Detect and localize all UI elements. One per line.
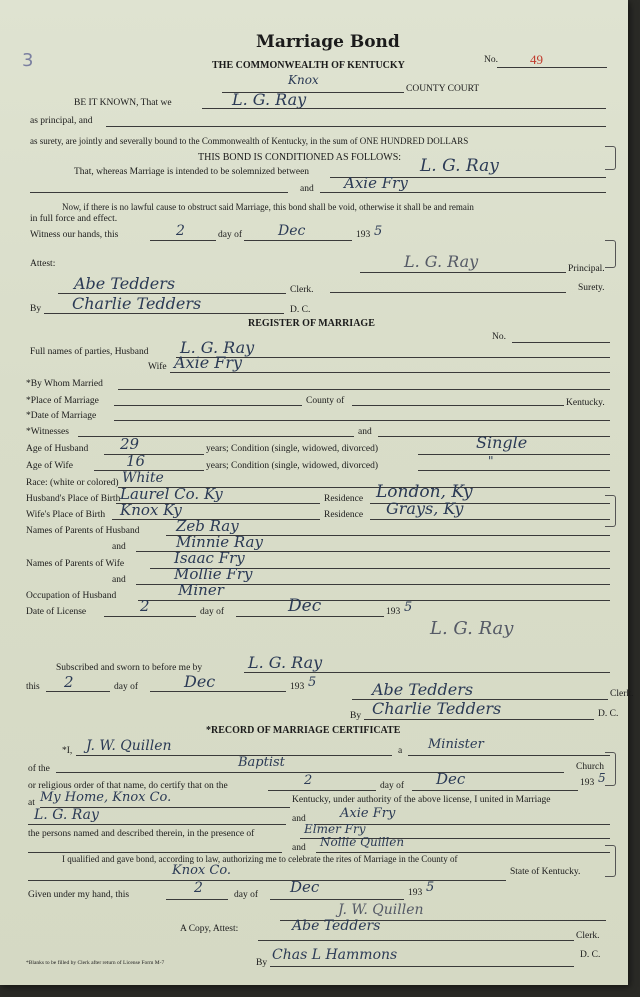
wife-birth: Knox Ky [120,501,182,519]
witness-day-line [150,240,216,241]
certificate-day-line [268,790,376,791]
wife-parents-and: and [112,575,126,585]
groom-name: L. G. Ray [34,807,99,823]
license-day: 2 [140,597,150,615]
husband-parents-and: and [112,542,126,552]
minister-title: Minister [428,737,484,752]
by-whom-line [118,389,610,390]
husband-mother: Minnie Ray [176,533,263,551]
sworn-month: Dec [184,672,216,691]
husband-birth-label: Husband's Place of Birth [26,494,121,504]
husband-father: Zeb Ray [176,517,239,535]
husband-parents-label: Names of Parents of Husband [26,526,140,536]
wife-residence: Grays, Ky [386,499,464,518]
witnesses-label: *Witnesses [26,427,69,437]
wife-name: Axie Fry [174,353,243,372]
bond-dc-label: D. C. [290,305,311,315]
certificate-clerk-signature: Abe Tedders [292,918,381,934]
occupation-line [138,600,610,601]
wife-residence-label: Residence [324,510,364,520]
by-whom-label: *By Whom Married [26,379,103,389]
place-label: *Place of Marriage [26,396,99,406]
license-day-of: day of [200,607,225,617]
sworn-day-of: day of [114,682,139,692]
wife-label: Wife [148,362,167,372]
sworn-day: 2 [64,673,74,691]
register-by-label: By [350,711,362,721]
bond-number-label: No. [484,55,498,65]
sworn-year-digit: 5 [308,675,317,690]
qualifying-county-line [28,880,506,881]
certificate-by-label: By [256,958,268,968]
bond-party-2: Axie Fry [344,174,408,192]
marriage-place: My Home, Knox Co. [40,790,172,805]
principal-name: L. G. Ray [232,90,307,109]
bond-dc-line [44,313,284,314]
authority-text: Kentucky, under authority of the above license, I united in Marriage [292,795,551,805]
witnesses-and-label: and [358,427,372,437]
witness-2-line [316,852,610,853]
binder-tab-1 [605,146,616,170]
surety-clause: as surety, are jointly and severally bound to the Commonwealth of Kentucky, in the sum of ONE HUNDRED DOLLARS [30,136,469,146]
be-it-known-text: BE IT KNOWN, That we [74,98,172,108]
wife-parents-label: Names of Parents of Wife [26,559,125,569]
certificate-year-digit: 5 [598,771,606,785]
sworn-by-line [244,672,610,673]
religious-order-text: or religious order of that name, do certify that on the [28,781,228,791]
date-of-marriage-label: *Date of Marriage [26,411,97,421]
race-value: White [122,470,164,486]
pencil-note: 3 [22,50,34,71]
county-of-line [352,405,564,406]
bond-dc-signature: Charlie Tedders [72,294,202,313]
binder-tab-4 [605,752,616,786]
license-month: Dec [288,596,322,616]
given-month: Dec [290,878,320,896]
witness-1: Elmer Fry [304,822,366,836]
principal-line [202,108,606,109]
given-month-line [270,899,404,900]
applicant-signature: L. G. Ray [430,618,514,639]
county-name: Knox [288,73,319,87]
presence-text: the persons named and described therein, in the presence of [28,829,255,839]
church-label: Church [576,762,604,772]
sworn-this-label: this [26,682,40,692]
witness-and-label: and [292,843,306,853]
sworn-day-line [46,691,110,692]
of-the-label: of the [28,764,50,774]
witness-text: Witness our hands, this [30,230,119,240]
date-of-marriage-line [114,420,610,421]
husband-residence-label: Residence [324,494,364,504]
copy-attest-label: A Copy, Attest: [180,924,239,934]
at-label: at [28,798,35,808]
wife-condition-line [418,470,610,471]
witness-day: 2 [176,223,185,239]
wife-birth-label: Wife's Place of Birth [26,510,106,520]
church-name: Baptist [238,755,285,770]
state-label: State of Kentucky. [510,867,581,877]
lawful-cause-text-1: Now, if there is no lawful cause to obstruct said Marriage, this bond shall be void, otherwise it shall be and remain [62,202,474,212]
lawful-cause-text-2: in full force and effect. [30,214,118,224]
binder-tab-3 [605,495,616,527]
certificate-a-label: a [398,746,403,756]
qualified-text: I qualified and gave bond, according to law, authorizing me to celebrate the rites of Marriage in the County of [62,854,458,864]
certificate-clerk-label: Clerk. [576,931,600,941]
bond-party-blank-line [30,192,288,193]
certificate-month: Dec [436,770,466,788]
place-line [114,405,302,406]
witness-month-line [244,240,352,241]
certificate-clerk-line [258,940,574,941]
surety-name-line [106,126,606,127]
occupation-value: Miner [178,581,224,599]
given-text: Given under my hand, this [28,890,130,900]
minister-signature: J. W. Quillen [338,902,424,918]
minister-name: J. W. Quillen [86,738,172,754]
witness-day-of: day of [218,230,243,240]
wife-condition: " [488,454,494,468]
witness-year-digit: 5 [374,224,383,239]
bond-number: 49 [530,52,543,67]
husband-age: 29 [120,435,140,453]
wife-age: 16 [126,452,146,470]
witness-2-line-left [28,852,282,853]
given-year-prefix: 193 [408,888,423,898]
register-dc-signature: Charlie Tedders [372,699,502,718]
principal-signature-line [360,272,566,273]
register-dc-line [364,719,594,720]
given-day: 2 [194,880,203,896]
minister-name-line [76,755,392,756]
register-clerk-label: Clerk. [610,689,634,699]
bond-party-1: L. G. Ray [420,156,499,176]
surety-label: Surety. [578,283,605,293]
qualifying-county: Knox Co. [172,863,232,878]
bond-condition-heading: THIS BOND IS CONDITIONED AS FOLLOWS: [198,152,402,163]
husband-condition-label: years; Condition (single, widowed, divorced) [206,444,379,454]
sworn-year-prefix: 193 [290,682,305,692]
binder-tab-5 [605,845,616,877]
certificate-month-line [412,790,578,791]
certificate-day-of: day of [380,781,405,791]
wife-age-label: Age of Wife [26,461,73,471]
register-heading: REGISTER OF MARRIAGE [248,318,375,329]
as-principal-text: as principal, and [30,116,93,126]
license-year-prefix: 193 [386,607,401,617]
occupation-label: Occupation of Husband [26,591,117,601]
register-dc-label: D. C. [598,709,619,719]
license-day-line [104,616,196,617]
husband-birth: Laurel Co. Ky [120,485,223,503]
wife-father: Isaac Fry [174,549,245,567]
witness-year-prefix: 193 [356,230,371,240]
bond-number-line [497,67,607,68]
given-day-line [166,899,228,900]
sworn-by-name: L. G. Ray [248,653,323,672]
sworn-month-line [150,691,286,692]
license-month-line [236,616,384,617]
husband-age-line [104,454,204,455]
principal-label: Principal. [568,264,605,274]
minister-title-line [408,755,610,756]
subscribed-text: Subscribed and sworn to before me by [56,663,203,673]
full-names-label: Full names of parties, Husband [30,347,149,357]
license-year-digit: 5 [404,600,413,615]
certificate-i-label: *I, [62,746,73,756]
bond-clerk-label: Clerk. [290,285,314,295]
certificate-day: 2 [304,773,313,788]
certificate-heading: *RECORD OF MARRIAGE CERTIFICATE [206,725,401,736]
bond-and-label: and [300,184,314,194]
certificate-year-prefix: 193 [580,778,595,788]
race-label: Race: (white or colored) [26,478,119,488]
register-no-line [512,342,610,343]
document-title: Marriage Bond [256,32,400,52]
witness-2: Nollie Quillen [320,835,405,849]
certificate-dc-signature: Chas L Hammons [272,947,398,963]
license-date-label: Date of License [26,607,87,617]
commonwealth-heading: THE COMMONWEALTH OF KENTUCKY [212,60,405,71]
given-day-of: day of [234,890,259,900]
county-court-label: COUNTY COURT [406,84,480,94]
register-no-label: No. [492,332,506,342]
groom-line [28,824,286,825]
wife-mother: Mollie Fry [174,565,253,583]
husband-condition-line [418,454,610,455]
husband-name: L. G. Ray [180,338,255,357]
wife-name-line [170,372,610,373]
bond-party-2-line [320,192,606,193]
certificate-and-label: and [292,814,306,824]
surety-signature-line [330,292,566,293]
wife-condition-label: years; Condition (single, widowed, divorced) [206,461,379,471]
bride-name: Axie Fry [340,806,396,821]
husband-condition: Single [476,433,528,452]
given-year-digit: 5 [426,880,435,895]
bond-clerk-signature: Abe Tedders [74,274,176,293]
county-of-label: County of [306,396,345,406]
clerk-footnote: *Blanks to be filled by Clerk after return of License Form M-7 [26,960,165,966]
husband-residence: London, Ky [376,482,473,502]
certificate-dc-label: D. C. [580,950,601,960]
whereas-text: That, whereas Marriage is intended to be solemnized between [74,167,310,177]
binder-tab-2 [605,240,616,268]
register-clerk-signature: Abe Tedders [372,680,474,699]
witness-month: Dec [278,223,306,239]
principal-signature: L. G. Ray [404,252,479,271]
husband-age-label: Age of Husband [26,444,89,454]
certificate-dc-line [270,966,574,967]
attest-label: Attest: [30,259,56,269]
place-kentucky-label: Kentucky. [566,398,605,408]
bond-by-label: By [30,304,42,314]
wife-residence-line [370,519,610,520]
